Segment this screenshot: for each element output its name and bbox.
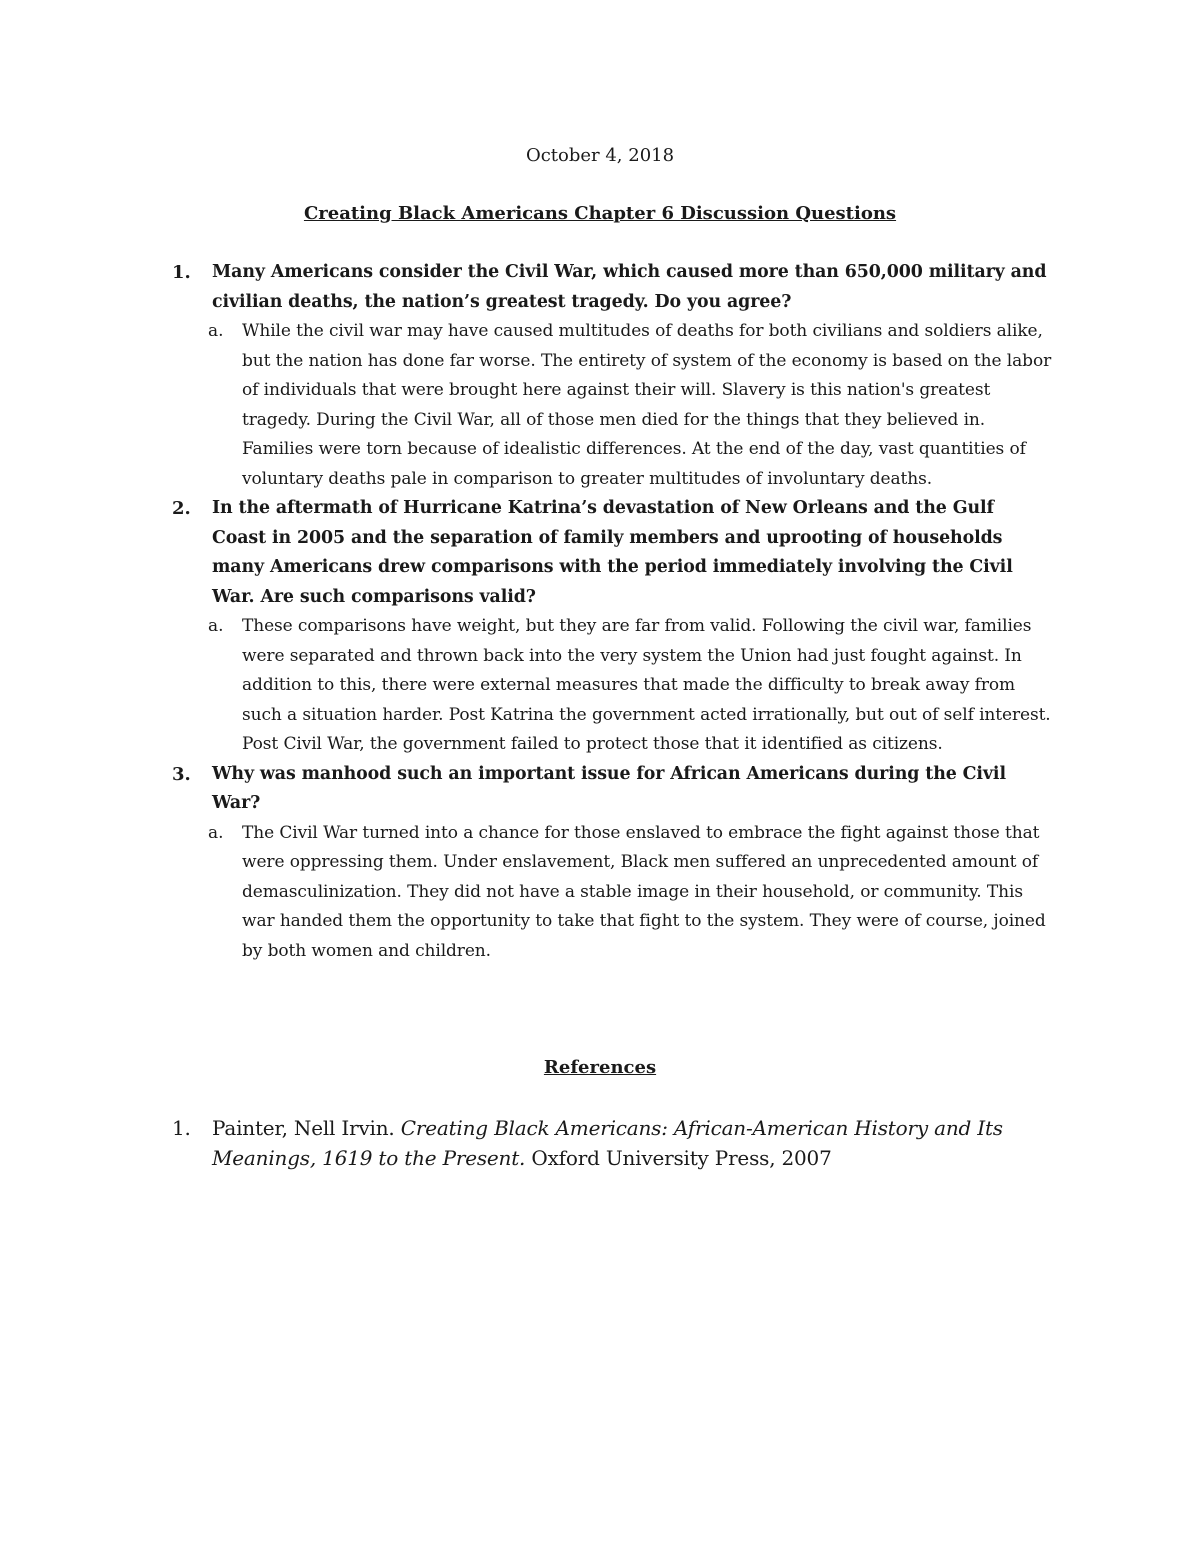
date-line: October 4, 2018 [525, 145, 675, 166]
answer-item [172, 317, 1052, 494]
reference-title: Creating Black Americans: African-American History and Its Meanings, 1619 to the Present. [212, 1116, 1003, 1170]
reference-publisher: Oxford University Press, 2007 [531, 1146, 832, 1170]
question-number: 2. [172, 498, 191, 519]
reference-author: Painter, Nell Irvin. [212, 1116, 395, 1140]
question-text: Why was manhood such an important issue for African Americans during the Civil War? [212, 763, 1006, 813]
question-number: 3. [172, 763, 191, 785]
answer-letter: a. [208, 321, 224, 341]
question-text: In the aftermath of Hurricane Katrina’s devastation of New Orleans and the Gulf Coast in 2005 and the separation of family members and uprooting of households many Americans drew comparisons with the period immediately involving the Civil War. Are such comparisons valid? [212, 498, 1013, 607]
reference-number: 1. [172, 1116, 191, 1140]
answer-text: While the civil war may have caused multitudes of deaths for both civilians and soldiers alike, but the nation has done far worse. The entirety of system of the economy is based on the labor of individuals that were brought here against their will. Slavery is this nation's greatest tragedy. During the Civil War, all of those men died for the things that they believed in. Families were torn because of idealistic differences. At the end of the day, vast quantities of voluntary deaths pale in comparison to greater multitudes of involuntary deaths. [242, 321, 1052, 489]
answer-letter: a. [208, 822, 224, 843]
question-item [172, 258, 1052, 317]
question-text: Many Americans consider the Civil War, which caused more than 650,000 military and civilian deaths, the nation’s greatest tragedy. Do you agree? [212, 262, 1047, 312]
answer-item [172, 612, 1052, 760]
question-item [172, 760, 1052, 819]
answer-text: The Civil War turned into a chance for those enslaved to embrace the fight against those that were oppressing them. Under enslavement, Black men suffered an unprecedented amount of demasculinization. They did not have a stable image in their household, or community. This war handed them the opportunity to take that fight to the system. They were of course, joined by both women and children. [242, 822, 1046, 961]
question-item [172, 494, 1052, 612]
references-heading: References [543, 1057, 657, 1078]
answer-item [172, 819, 1052, 967]
answer-text: These comparisons have weight, but they are far from valid. Following the civil war, families were separated and thrown back into the very system the Union had just fought against. In addition to this, there were external measures that made the difficulty to break away from such a situation harder. Post Katrina the government acted irrationally, but out of self interest. Post Civil War, the government failed to protect those that it identified as citizens. [242, 616, 1051, 754]
page-title: Creating Black Americans Chapter 6 Discussion Questions [303, 203, 897, 224]
question-number: 1. [172, 262, 191, 283]
answer-letter: a. [208, 616, 224, 636]
questions-list [172, 258, 1052, 966]
reference-item [172, 1113, 1052, 1173]
